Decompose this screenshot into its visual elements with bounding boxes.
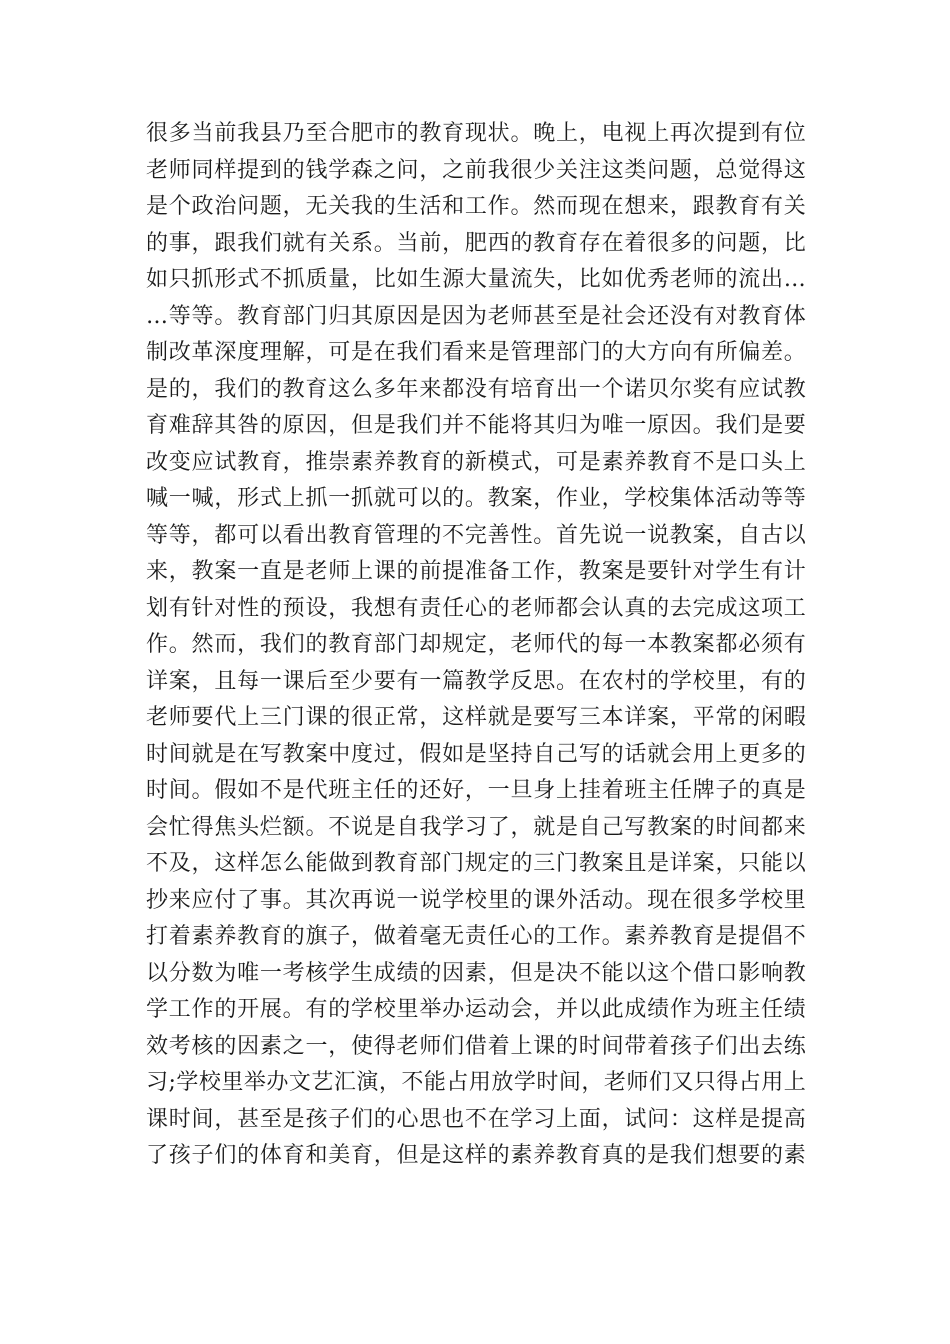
text-line: 是的，我们的教育这么多年来都没有培育出一个诺贝尔奖有应试教 (146, 376, 806, 402)
text-line: 时间就是在写教案中度过，假如是坚持自己写的话就会用上更多的 (146, 741, 806, 767)
text-line: 课时间，甚至是孩子们的心思也不在学习上面，试问：这样是提高 (146, 1106, 806, 1132)
text-line: 如只抓形式不抓质量，比如生源大量流失，比如优秀老师的流出… (146, 267, 806, 292)
text-line: 老师要代上三门课的很正常，这样就是要写三本详案，平常的闲暇 (146, 705, 806, 730)
text-line: 划有针对性的预设，我想有责任心的老师都会认真的去完成这项工 (146, 595, 806, 621)
text-line: 不及，这样怎么能做到教育部门规定的三门教案且是详案，只能以 (146, 851, 806, 876)
body-text (146, 116, 806, 1175)
text-line: 抄来应付了事。其次再说一说学校里的课外活动。现在很多学校里 (146, 887, 806, 913)
text-line: 来，教案一直是老师上课的前提准备工作，教案是要针对学生有计 (146, 559, 806, 584)
text-line: 育难辞其咎的原因，但是我们并不能将其归为唯一原因。我们是要 (146, 413, 806, 438)
text-line: 制改革深度理解，可是在我们看来是管理部门的大方向有所偏差。 (146, 340, 806, 365)
text-line: 很多当前我县乃至合肥市的教育现状。晚上，电视上再次提到有位 (146, 121, 806, 146)
text-line: …等等。教育部门归其原因是因为老师甚至是社会还没有对教育体 (146, 303, 806, 329)
text-line: 会忙得焦头烂额。不说是自我学习了，就是自己写教案的时间都来 (146, 814, 806, 840)
text-line: 老师同样提到的钱学森之问，之前我很少关注这类问题，总觉得这 (146, 157, 806, 183)
text-line: 的事，跟我们就有关系。当前，肥西的教育存在着很多的问题，比 (146, 230, 806, 256)
text-line: 习;学校里举办文艺汇演，不能占用放学时间，老师们又只得占用上 (146, 1070, 806, 1095)
text-line: 改变应试教育，推崇素养教育的新模式，可是素养教育不是口头上 (146, 449, 806, 475)
text-line: 喊一喊，形式上抓一抓就可以的。教案，作业，学校集体活动等等 (146, 486, 806, 511)
text-line: 打着素养教育的旗子，做着毫无责任心的工作。素养教育是提倡不 (146, 924, 806, 949)
text-line: 了孩子们的体育和美育，但是这样的素养教育真的是我们想要的素 (146, 1143, 806, 1168)
text-line: 详案，且每一课后至少要有一篇教学反思。在农村的学校里，有的 (146, 668, 806, 694)
text-line: 等等，都可以看出教育管理的不完善性。首先说一说教案，自古以 (146, 522, 806, 548)
text-line: 是个政治问题，无关我的生活和工作。然而现在想来，跟教育有关 (146, 194, 806, 219)
text-line: 学工作的开展。有的学校里举办运动会，并以此成绩作为班主任绩 (146, 997, 806, 1022)
text-line: 以分数为唯一考核学生成绩的因素，但是决不能以这个借口影响教 (146, 960, 806, 986)
text-line: 作。然而，我们的教育部门却规定，老师代的每一本教案都必须有 (146, 632, 806, 657)
text-line: 效考核的因素之一，使得老师们借着上课的时间带着孩子们出去练 (146, 1033, 806, 1059)
text-line: 时间。假如不是代班主任的还好，一旦身上挂着班主任牌子的真是 (146, 778, 806, 803)
